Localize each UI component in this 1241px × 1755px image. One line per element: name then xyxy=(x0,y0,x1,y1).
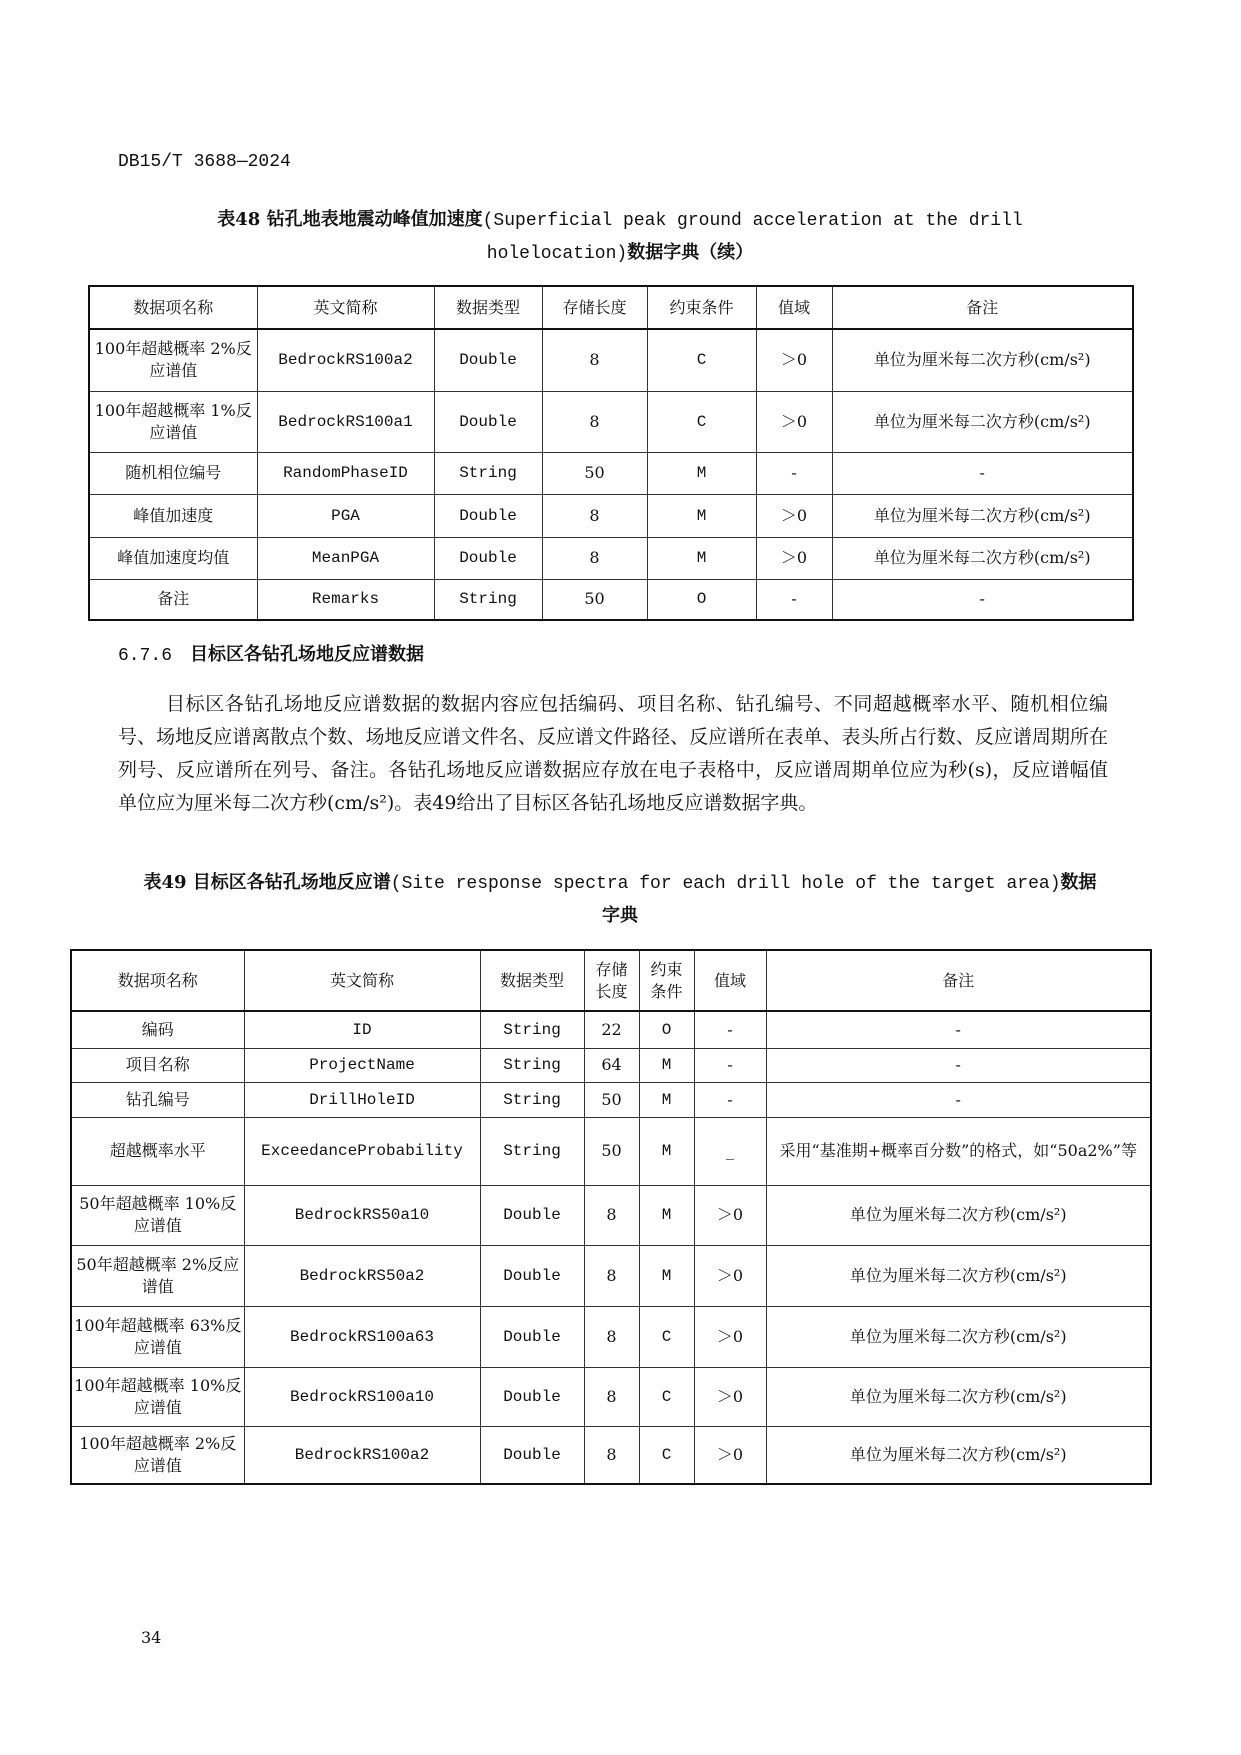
cell-type: Double xyxy=(480,1367,584,1426)
cell-english: Remarks xyxy=(257,579,434,620)
cell-type: Double xyxy=(480,1185,584,1245)
cell-english: BedrockRS50a2 xyxy=(244,1245,480,1306)
header-length: 存储长度 xyxy=(542,286,647,329)
cell-name: 峰值加速度均值 xyxy=(89,537,257,579)
section-title: 目标区各钻孔场地反应谱数据 xyxy=(190,644,425,665)
cell-english: PGA xyxy=(257,494,434,537)
cell-name: 钻孔编号 xyxy=(71,1082,244,1117)
cell-name: 峰值加速度 xyxy=(89,494,257,537)
table48-title-en: (Superficial peak ground acceleration at the drill holelocation) xyxy=(482,211,1023,264)
cell-remark: 单位为厘米每二次方秒(cm/s²) xyxy=(832,537,1133,579)
table49-title xyxy=(140,867,1100,932)
header-range: 值域 xyxy=(756,286,832,329)
cell-remark: - xyxy=(766,1048,1151,1082)
header-name: 数据项名称 xyxy=(89,286,257,329)
cell-remark: 单位为厘米每二次方秒(cm/s²) xyxy=(766,1185,1151,1245)
cell-range: ＞0 xyxy=(756,537,832,579)
header-type: 数据类型 xyxy=(434,286,542,329)
cell-length: 8 xyxy=(584,1245,639,1306)
header-length: 存储长度 xyxy=(584,950,639,1011)
cell-length: 8 xyxy=(584,1426,639,1484)
table-row xyxy=(89,537,1133,579)
cell-length: 8 xyxy=(542,329,647,391)
cell-range: _ xyxy=(694,1117,766,1185)
cell-english: RandomPhaseID xyxy=(257,452,434,494)
cell-constraint: C xyxy=(639,1306,694,1367)
cell-type: String xyxy=(480,1011,584,1048)
cell-constraint: O xyxy=(639,1011,694,1048)
cell-english: BedrockRS100a10 xyxy=(244,1367,480,1426)
cell-constraint: M xyxy=(647,537,756,579)
cell-english: ExceedanceProbability xyxy=(244,1117,480,1185)
cell-remark: 单位为厘米每二次方秒(cm/s²) xyxy=(832,329,1133,391)
table-row xyxy=(89,329,1133,391)
cell-english: MeanPGA xyxy=(257,537,434,579)
cell-range: - xyxy=(756,579,832,620)
cell-length: 8 xyxy=(584,1185,639,1245)
section-paragraph: 目标区各钻孔场地反应谱数据的数据内容应包括编码、项目名称、钻孔编号、不同超越概率水平、随机相位编号、场地反应谱离散点个数、场地反应谱文件名、反应谱文件路径、反应谱所在表单、表头所占行数、反应谱周期所在列号、反应谱所在列号、备注。各钻孔场地反应谱数据应存放在电子表格中，反应谱周期单位应为秒(s)，反应谱幅值单位应为厘米每二次方秒(cm/s²)。表49给出了目标区各钻孔场地反应谱数据字典。 xyxy=(118,693,1108,814)
cell-range: ＞0 xyxy=(756,391,832,452)
table48-title-prefix: 表48 钻孔地表地震动峰值加速度 xyxy=(217,209,483,230)
cell-range: - xyxy=(756,452,832,494)
table-row xyxy=(71,1185,1151,1245)
cell-length: 8 xyxy=(584,1306,639,1367)
cell-type: Double xyxy=(434,494,542,537)
cell-name: 超越概率水平 xyxy=(71,1117,244,1185)
cell-length: 50 xyxy=(542,452,647,494)
table-header-row xyxy=(89,286,1133,329)
cell-length: 50 xyxy=(542,579,647,620)
cell-remark: - xyxy=(832,579,1133,620)
cell-remark: - xyxy=(766,1011,1151,1048)
table-row xyxy=(71,1426,1151,1484)
section-number: 6.7.6 xyxy=(118,646,173,666)
header-constraint: 约束条件 xyxy=(647,286,756,329)
cell-type: Double xyxy=(434,391,542,452)
cell-constraint: C xyxy=(647,329,756,391)
cell-name: 100年超越概率 63%反应谱值 xyxy=(71,1306,244,1367)
cell-length: 50 xyxy=(584,1117,639,1185)
cell-range: - xyxy=(694,1048,766,1082)
cell-remark: 单位为厘米每二次方秒(cm/s²) xyxy=(766,1245,1151,1306)
cell-type: String xyxy=(434,452,542,494)
document-code: DB15/T 3688—2024 xyxy=(118,152,291,172)
table-row xyxy=(71,1048,1151,1082)
header-remark: 备注 xyxy=(832,286,1133,329)
cell-type: String xyxy=(480,1082,584,1117)
cell-constraint: M xyxy=(639,1185,694,1245)
table-row xyxy=(89,579,1133,620)
cell-length: 22 xyxy=(584,1011,639,1048)
table-row xyxy=(71,1117,1151,1185)
cell-name: 100年超越概率 10%反应谱值 xyxy=(71,1367,244,1426)
table49 xyxy=(70,949,1152,1485)
header-english: 英文简称 xyxy=(257,286,434,329)
table-row xyxy=(89,452,1133,494)
cell-name: 编码 xyxy=(71,1011,244,1048)
cell-remark: 单位为厘米每二次方秒(cm/s²) xyxy=(766,1367,1151,1426)
cell-range: ＞0 xyxy=(694,1185,766,1245)
table-row xyxy=(71,1306,1151,1367)
cell-name: 随机相位编号 xyxy=(89,452,257,494)
cell-length: 64 xyxy=(584,1048,639,1082)
cell-english: BedrockRS50a10 xyxy=(244,1185,480,1245)
cell-remark: 单位为厘米每二次方秒(cm/s²) xyxy=(766,1306,1151,1367)
cell-type: String xyxy=(480,1048,584,1082)
cell-remark: 采用“基准期+概率百分数”的格式，如“50a2%”等 xyxy=(766,1117,1151,1185)
cell-range: ＞0 xyxy=(756,329,832,391)
cell-constraint: M xyxy=(639,1082,694,1117)
cell-name: 100年超越概率 2%反应谱值 xyxy=(71,1426,244,1484)
cell-length: 8 xyxy=(584,1367,639,1426)
table48-title-suffix: 数据字典（续） xyxy=(627,242,754,263)
header-type: 数据类型 xyxy=(480,950,584,1011)
cell-constraint: M xyxy=(647,452,756,494)
cell-name: 100年超越概率 2%反应谱值 xyxy=(89,329,257,391)
section-heading xyxy=(118,640,424,666)
header-remark: 备注 xyxy=(766,950,1151,1011)
cell-remark: 单位为厘米每二次方秒(cm/s²) xyxy=(832,494,1133,537)
cell-type: Double xyxy=(480,1426,584,1484)
table49-title-en: (Site response spectra for each drill hole of the target area) xyxy=(390,874,1061,894)
cell-constraint: M xyxy=(639,1245,694,1306)
cell-range: - xyxy=(694,1011,766,1048)
table49-title-prefix: 表49 目标区各钻孔场地反应谱 xyxy=(143,872,391,893)
cell-length: 8 xyxy=(542,391,647,452)
cell-range: ＞0 xyxy=(694,1426,766,1484)
cell-type: String xyxy=(480,1117,584,1185)
cell-range: ＞0 xyxy=(756,494,832,537)
cell-range: ＞0 xyxy=(694,1367,766,1426)
cell-type: Double xyxy=(434,537,542,579)
cell-constraint: C xyxy=(639,1426,694,1484)
cell-english: BedrockRS100a2 xyxy=(244,1426,480,1484)
header-constraint: 约束条件 xyxy=(639,950,694,1011)
cell-constraint: M xyxy=(639,1117,694,1185)
header-name: 数据项名称 xyxy=(71,950,244,1011)
cell-name: 备注 xyxy=(89,579,257,620)
page-number: 34 xyxy=(141,1628,162,1647)
table48-title xyxy=(170,204,1070,270)
cell-constraint: M xyxy=(639,1048,694,1082)
header-range: 值域 xyxy=(694,950,766,1011)
cell-english: BedrockRS100a63 xyxy=(244,1306,480,1367)
table-row xyxy=(71,1082,1151,1117)
table49-title-suffix: 数据字典 xyxy=(602,872,1097,926)
cell-length: 8 xyxy=(542,494,647,537)
table-row xyxy=(71,1245,1151,1306)
cell-name: 50年超越概率 10%反应谱值 xyxy=(71,1185,244,1245)
cell-constraint: O xyxy=(647,579,756,620)
table-row xyxy=(71,1367,1151,1426)
table-row xyxy=(71,1011,1151,1048)
cell-remark: 单位为厘米每二次方秒(cm/s²) xyxy=(832,391,1133,452)
cell-type: Double xyxy=(434,329,542,391)
cell-constraint: C xyxy=(639,1367,694,1426)
cell-name: 50年超越概率 2%反应谱值 xyxy=(71,1245,244,1306)
cell-constraint: C xyxy=(647,391,756,452)
cell-remark: 单位为厘米每二次方秒(cm/s²) xyxy=(766,1426,1151,1484)
cell-english: ID xyxy=(244,1011,480,1048)
cell-english: BedrockRS100a2 xyxy=(257,329,434,391)
cell-type: String xyxy=(434,579,542,620)
cell-remark: - xyxy=(766,1082,1151,1117)
cell-type: Double xyxy=(480,1245,584,1306)
table-header-row xyxy=(71,950,1151,1011)
table-row xyxy=(89,391,1133,452)
cell-type: Double xyxy=(480,1306,584,1367)
cell-range: - xyxy=(694,1082,766,1117)
header-english: 英文简称 xyxy=(244,950,480,1011)
cell-name: 100年超越概率 1%反应谱值 xyxy=(89,391,257,452)
cell-english: ProjectName xyxy=(244,1048,480,1082)
cell-range: ＞0 xyxy=(694,1306,766,1367)
cell-constraint: M xyxy=(647,494,756,537)
cell-english: DrillHoleID xyxy=(244,1082,480,1117)
cell-english: BedrockRS100a1 xyxy=(257,391,434,452)
table48 xyxy=(88,285,1134,621)
cell-length: 50 xyxy=(584,1082,639,1117)
table-row xyxy=(89,494,1133,537)
cell-remark: - xyxy=(832,452,1133,494)
cell-length: 8 xyxy=(542,537,647,579)
cell-name: 项目名称 xyxy=(71,1048,244,1082)
cell-range: ＞0 xyxy=(694,1245,766,1306)
